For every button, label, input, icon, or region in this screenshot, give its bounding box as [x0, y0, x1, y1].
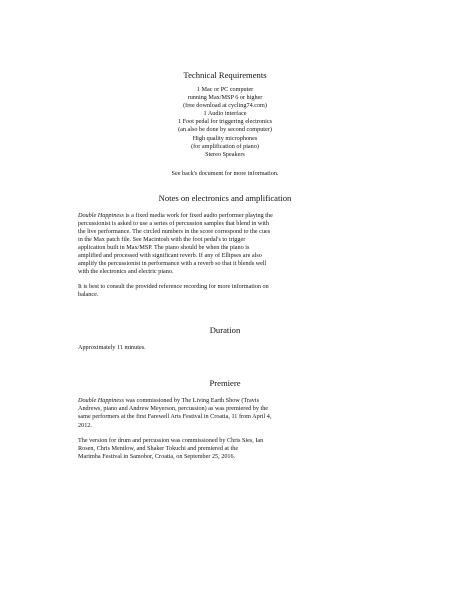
paragraph-line: Marimba Festival in Samobor, Croatia, on September 25, 2016.	[78, 452, 236, 460]
see-document-note: See back's document for more information.	[171, 169, 279, 177]
duration-heading: Duration	[209, 325, 241, 336]
paragraph-line: It is best to consult the provided reference recording for more information on	[78, 283, 269, 291]
paragraph-line: same performers at the first Farewell Arts Festival in Croatia, 11 from April 4,	[78, 413, 272, 421]
requirement-item: High quality microphones	[192, 134, 258, 142]
requirement-item: Stereo Speakers	[205, 150, 245, 158]
requirement-item: (an also be done by second computer)	[178, 126, 272, 134]
technical-requirements-heading: Technical Requirements	[183, 70, 267, 80]
paragraph-line: with the electronics and electric piano.	[78, 268, 174, 276]
paragraph-line: 2012.	[78, 421, 92, 429]
requirement-item: (for amplification of piano)	[191, 142, 259, 150]
requirement-item: 1 Mac or PC computer	[196, 86, 254, 93]
electronics-notes-section	[78, 193, 372, 299]
electronics-notes-heading: Notes on electronics and amplification	[158, 192, 292, 203]
requirements-list	[78, 86, 372, 159]
version-paragraph	[78, 437, 372, 461]
paragraph-line: in the Max patch file. See Macintosh with the foot pedal's to trigger	[78, 235, 246, 243]
paragraph-line: balance.	[78, 291, 99, 299]
requirement-item: 1 Audio interface	[203, 110, 247, 118]
electronics-paragraph	[78, 212, 372, 276]
work-title: Double Happiness	[78, 397, 124, 405]
paragraph-line: was commissioned by The Living Earth Show (Travis	[123, 397, 259, 405]
paragraph-line: The version for drum and percussion was commissioned by Chris Sies, Ian	[78, 436, 264, 444]
paragraph-line: Approximately 11 minutes.	[78, 344, 146, 352]
premiere-section	[78, 378, 372, 460]
technical-requirements-section	[78, 70, 372, 178]
paragraph-line: Rosen, Chris Mentlow, and Shaker Tokuchi and premiered at the	[78, 444, 239, 452]
duration-text	[78, 344, 372, 352]
paragraph-line: Andrews, piano and Andrew Meyerson, percussion) as was premiered by the	[78, 405, 269, 413]
premiere-paragraph	[78, 397, 372, 429]
paragraph-line: the live performance. The circled numbers in the score correspond to the cues	[78, 227, 271, 235]
duration-section	[78, 325, 372, 352]
document-content	[78, 70, 372, 461]
paragraph-line: amplify the percussionist in performance with a reverb so that it blends well	[78, 260, 267, 268]
requirement-item: running Max/MSP 6 or higher	[187, 94, 263, 102]
paragraph-line: application built in Max/MSP. The piano should be when the piano is	[78, 244, 250, 252]
balance-paragraph	[78, 283, 372, 299]
paragraph-line: percussionist is asked to use a series of percussion samples that blend in with	[78, 219, 269, 227]
premiere-heading: Premiere	[209, 378, 241, 389]
paragraph-line: is a fixed media work for fixed audio performer playing the	[123, 211, 273, 219]
requirement-item: 1 Foot pedal for triggering electronics	[178, 118, 272, 126]
work-title: Double Happiness	[78, 211, 124, 219]
paragraph-line: amplified and processed with significant reverb. If any of Ellipses are also	[78, 252, 262, 260]
requirement-item: (free download at cycling74.com)	[183, 102, 267, 110]
